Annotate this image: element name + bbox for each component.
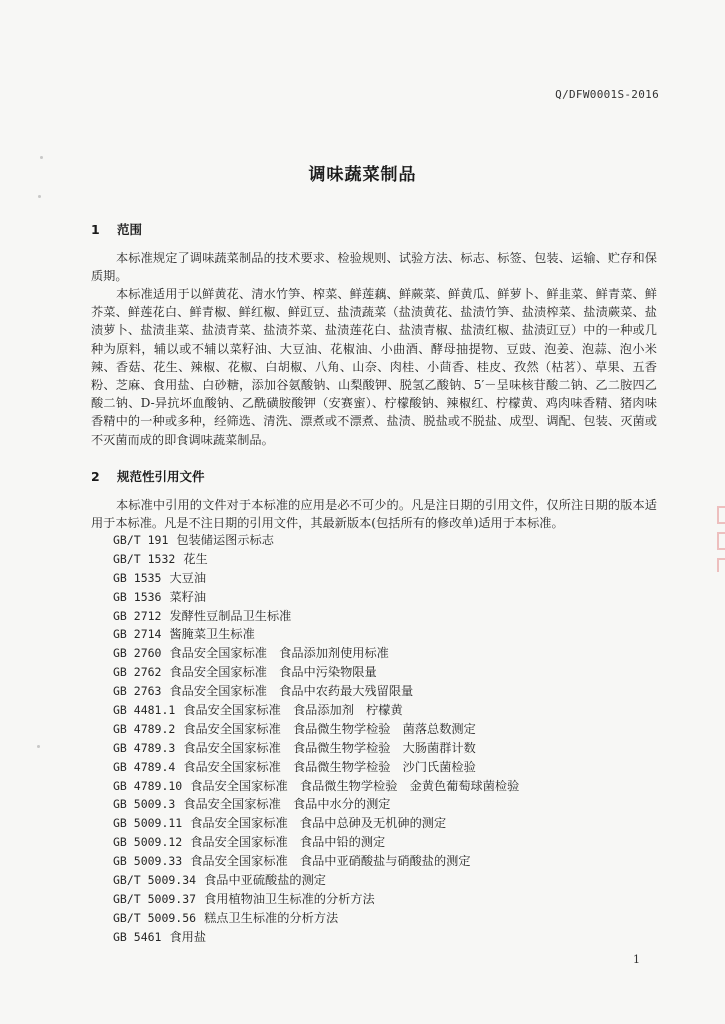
reference-title: 酱腌菜卫生标准: [169, 627, 255, 642]
reference-title: 食用植物油卫生标准的分析方法: [204, 891, 375, 906]
reference-item: [113, 701, 519, 720]
reference-item: [113, 569, 519, 588]
section-1-title: 范围: [117, 222, 143, 237]
references-paragraph: 本标准中引用的文件对于本标准的应用是必不可少的。凡是注日期的引用文件，仅所注日期的版本适用于本标准。凡是不注日期的引用文件，其最新版本(包括所有的修改单)适用于本标准。: [91, 498, 657, 531]
section-1-heading: [91, 220, 142, 238]
reference-code: GB 1536: [113, 589, 162, 604]
reference-code: GB 5009.12: [113, 835, 183, 850]
reference-list: [113, 531, 519, 947]
reference-code: GB 4789.2: [113, 721, 176, 736]
scope-paragraph-1: 本标准规定了调味蔬菜制品的技术要求、检验规则、试验方法、标志、标签、包装、运输、贮存和保质期。: [91, 251, 657, 284]
reference-code: GB 1535: [113, 570, 162, 585]
reference-item: [113, 625, 519, 644]
page-number: 1: [633, 953, 640, 966]
reference-title: 食品安全国家标准 食品微生物学检验 金黄色葡萄球菌检验: [190, 778, 520, 793]
reference-title: 食品安全国家标准 食品添加剂 柠檬黄: [183, 703, 403, 718]
reference-title: 大豆油: [169, 570, 207, 585]
reference-code: GB/T 191: [113, 533, 169, 547]
reference-item: [113, 682, 519, 701]
reference-code: GB 2760: [113, 646, 162, 661]
reference-code: GB/T 5009.37: [113, 891, 197, 906]
reference-item: [113, 928, 519, 947]
reference-code: GB 4789.3: [113, 740, 176, 755]
reference-code: GB/T 5009.34: [113, 873, 197, 888]
reference-code: GB 5009.33: [113, 854, 183, 869]
reference-code: GB/T 1532: [113, 551, 176, 566]
reference-code: GB 2714: [113, 627, 162, 642]
reference-item: [113, 550, 519, 569]
reference-title: 糕点卫生标准的分析方法: [204, 910, 339, 925]
reference-title: 食用盐: [169, 929, 207, 944]
reference-item: [113, 663, 519, 682]
reference-item: [113, 795, 519, 814]
reference-title: 食品中亚硫酸盐的测定: [204, 873, 326, 888]
reference-title: 食品安全国家标准 食品中污染物限量: [169, 665, 377, 680]
reference-code: GB 4789.4: [113, 759, 176, 774]
reference-item: [113, 890, 519, 909]
reference-title: 菜籽油: [169, 589, 207, 604]
reference-title: 食品安全国家标准 食品中亚硝酸盐与硝酸盐的测定: [190, 854, 471, 869]
stamp-mark: [711, 500, 725, 572]
reference-code: GB 4789.10: [113, 778, 183, 793]
document-code: Q/DFW0001S-2016: [555, 88, 659, 101]
scan-speck: [38, 195, 41, 198]
reference-item: [113, 531, 519, 550]
section-2-title: 规范性引用文件: [117, 469, 205, 484]
reference-title: 食品安全国家标准 食品中总砷及无机砷的测定: [190, 816, 447, 831]
reference-title: 发酵性豆制品卫生标准: [169, 608, 292, 623]
reference-item: [113, 607, 519, 626]
reference-item: [113, 720, 519, 739]
scan-speck: [40, 156, 43, 159]
reference-item: [113, 777, 519, 796]
reference-item: [113, 758, 519, 777]
reference-item: [113, 739, 519, 758]
reference-title: 花生: [183, 551, 208, 566]
section-2-heading: [91, 467, 205, 485]
scan-speck: [37, 745, 40, 748]
reference-item: [113, 644, 519, 663]
document-title: 调味蔬菜制品: [308, 165, 417, 185]
reference-title: 包装储运图示标志: [176, 533, 274, 547]
reference-title: 食品安全国家标准 食品中铅的测定: [190, 835, 386, 850]
reference-code: GB 4481.1: [113, 703, 176, 718]
reference-title: 食品安全国家标准 食品微生物学检验 菌落总数测定: [183, 721, 476, 736]
reference-item: [113, 814, 519, 833]
section-2-number: 2: [91, 469, 100, 484]
reference-code: GB 2712: [113, 608, 162, 623]
reference-title: 食品安全国家标准 食品中水分的测定: [183, 797, 391, 812]
reference-item: [113, 909, 519, 928]
reference-code: GB 2762: [113, 665, 162, 680]
reference-title: 食品安全国家标准 食品中农药最大残留限量: [169, 684, 414, 699]
reference-code: GB 5461: [113, 929, 162, 944]
reference-title: 食品安全国家标准 食品添加剂使用标准: [169, 646, 389, 661]
reference-item: [113, 588, 519, 607]
reference-code: GB 5009.3: [113, 797, 176, 812]
reference-code: GB 5009.11: [113, 816, 183, 831]
reference-code: GB 2763: [113, 684, 162, 699]
reference-title: 食品安全国家标准 食品微生物学检验 沙门氏菌检验: [183, 759, 476, 774]
reference-item: [113, 852, 519, 871]
reference-item: [113, 833, 519, 852]
reference-item: [113, 871, 519, 890]
section-1-number: 1: [91, 222, 100, 237]
reference-code: GB/T 5009.56: [113, 910, 197, 925]
reference-title: 食品安全国家标准 食品微生物学检验 大肠菌群计数: [183, 740, 476, 755]
scope-paragraph-2: 本标准适用于以鲜黄花、清水竹笋、榨菜、鲜莲藕、鲜蕨菜、鲜黄瓜、鲜萝卜、鲜韭菜、鲜青菜、鲜芥菜、鲜莲花白、鲜青椒、鲜红椒、鲜豇豆、盐渍蔬菜（盐渍黄花、盐渍竹笋、盐渍榨菜、盐渍蕨菜、盐渍萝卜、盐渍韭菜、盐渍青菜、盐渍芥菜、盐渍莲花白、盐渍青椒、盐渍红椒、盐渍豇豆）中的一种或几种为原料，辅以或不辅以菜籽油、大豆油、花椒油、小曲酒、酵母抽提物、豆豉、泡姜、泡蒜、泡小米辣、香菇、花生、辣椒、花椒、白胡椒、八角、山奈、肉桂、小茴香、桂皮、孜然（枯茗）、草果、五香粉、芝麻、食用盐、白砂糖，添加谷氨酸钠、山梨酸钾、脱氢乙酸钠、5′－呈味核苷酸二钠、乙二胺四乙酸二钠、D-异抗坏血酸钠、乙酰磺胺酸钾（安赛蜜）、柠檬酸钠、辣椒红、柠檬黄、鸡肉味香精、猪肉味香精中的一种或多种，经筛选、清洗、漂煮或不漂煮、盐渍、脱盐或不脱盐、成型、调配、包装、灭菌或不灭菌而成的即食调味蔬菜制品。: [91, 287, 657, 447]
